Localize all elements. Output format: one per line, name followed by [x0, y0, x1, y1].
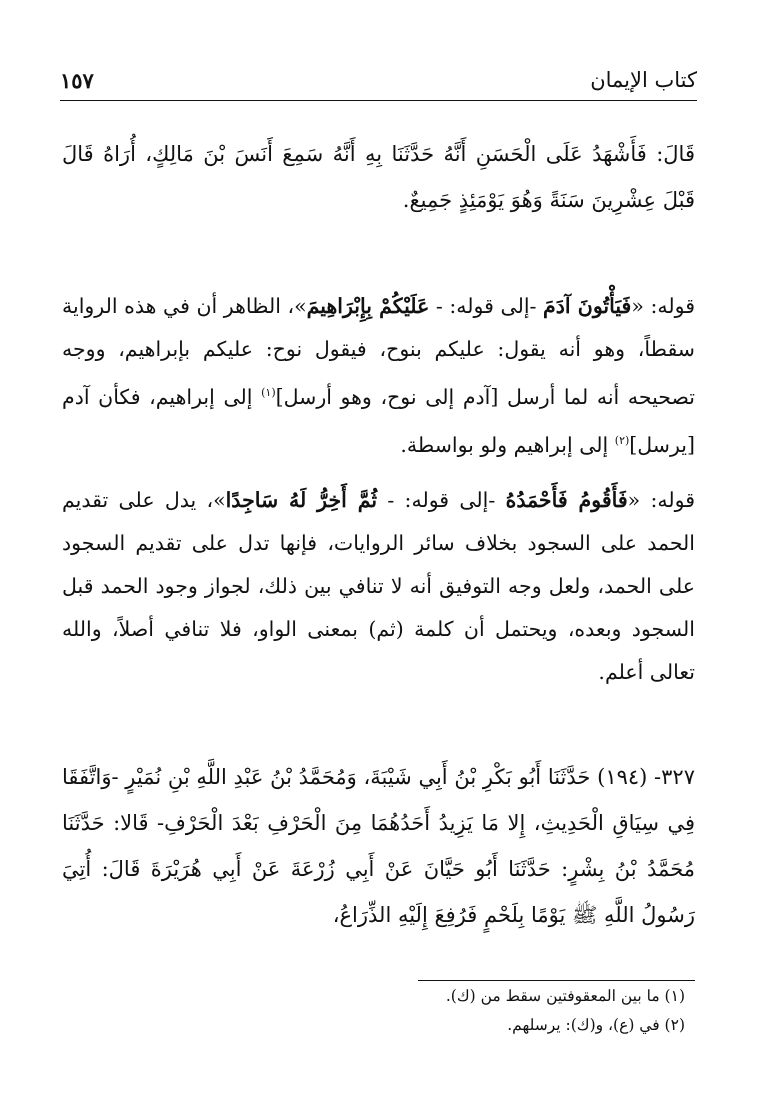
- footnote-rule: [418, 980, 695, 981]
- commentary-text: -إلى قوله: -: [429, 294, 544, 318]
- commentary-text: »، يدل على تقديم الحمد على السجود بخلاف سائر الروايات، فإنها تدل على تقديم السجود على الحمد، ولعل وجه التوفيق أنه لا تنافي بين ذلك، لجواز وجود الحمد قبل السجود وبعده، ويحتمل أن كلمة (ثم) بمعنى الواو، فلا تنافي أصلاً، والله تعالى أعلم.: [62, 488, 695, 684]
- footnotes: [62, 982, 685, 1040]
- quoted-phrase: فَيَأْتُونَ آدَمَ: [543, 294, 632, 318]
- footnote-1: (١) ما بين المعقوفتين سقط من (ك).: [445, 987, 685, 1005]
- commentary-text: »، الظاهر أن في هذه الرواية سقطاً، وهو أنه يقول: عليكم بنوح، فيقول نوح: عليكم بإبراهيم، ووجه تصحيحه أنه لما أرسل [آدم إلى نوح، وهو أرسل]: [62, 294, 695, 409]
- chapter-title: كتاب الإيمان: [590, 68, 697, 92]
- quoted-phrase: ثُمَّ أَخِرُّ لَهُ سَاجِدًا: [225, 488, 378, 512]
- commentary-text: إلى إبراهيم، فكأن آدم [يرسل]: [62, 384, 695, 457]
- hadith-paragraph: [62, 754, 695, 938]
- page-header: [60, 58, 697, 102]
- page-number: ١٥٧: [60, 67, 94, 93]
- footnote-ref: (٢): [614, 433, 630, 447]
- footnote-ref: (١): [261, 386, 276, 399]
- header-rule: [60, 100, 697, 101]
- commentary-lead: قوله: «: [627, 488, 696, 512]
- commentary-paragraph-2: [62, 479, 695, 694]
- quoted-phrase: فَأَقُومُ فَأَحْمَدُهُ: [505, 488, 628, 512]
- commentary-text: إلى إبراهيم ولو بواسطة.: [400, 432, 615, 457]
- hadith-continuation: [62, 131, 695, 223]
- commentary-lead: قوله: «: [631, 294, 695, 318]
- hadith-text: حَدَّثَنَا أَبُو بَكْرِ بْنُ أَبِي شَيْبَةَ، وَمُحَمَّدُ بْنُ عَبْدِ اللَّهِ بْنِ نُمَيْرٍ -وَاتَّفَقَا فِي سِيَاقِ الْحَدِيثِ، إِلا مَا يَزِيدُ أَحَدُهُمَا مِنَ الْحَرْفِ بَعْدَ الْحَرْفِ- قَالا: حَدَّثَنَا مُحَمَّدُ بْنُ بِشْرٍ: حَدَّثَنَا أَبُو حَيَّانَ عَنْ أَبِي زُرْعَةَ عَنْ أَبِي هُرَيْرَةَ قَالَ: أُتِيَ رَسُولُ اللَّهِ ﷺ يَوْمًا بِلَحْمٍ فَرُفِعَ إِلَيْهِ الذِّرَاعُ،: [62, 765, 695, 927]
- hadith-number: ٣٢٧- (١٩٤): [597, 765, 695, 789]
- commentary-paragraph-1: [62, 285, 695, 467]
- commentary-text: -إلى قوله: -: [377, 488, 506, 512]
- quoted-phrase: عَلَيْكُمْ بِإِبْرَاهِيمَ: [306, 294, 430, 318]
- hadith-text: قَالَ: فَأَشْهَدُ عَلَى الْحَسَنِ أَنَّهُ حَدَّثَنَا بِهِ أَنَّهُ سَمِعَ أَنَسَ بْنَ مَالِكٍ، أُرَاهُ قَالَ قَبْلَ عِشْرِينَ سَنَةً وَهُوَ يَوْمَئِذٍ جَمِيعٌ.: [62, 142, 695, 212]
- footnote-2: (٢) في (ع)، و(ك): يرسلهم.: [507, 1016, 685, 1034]
